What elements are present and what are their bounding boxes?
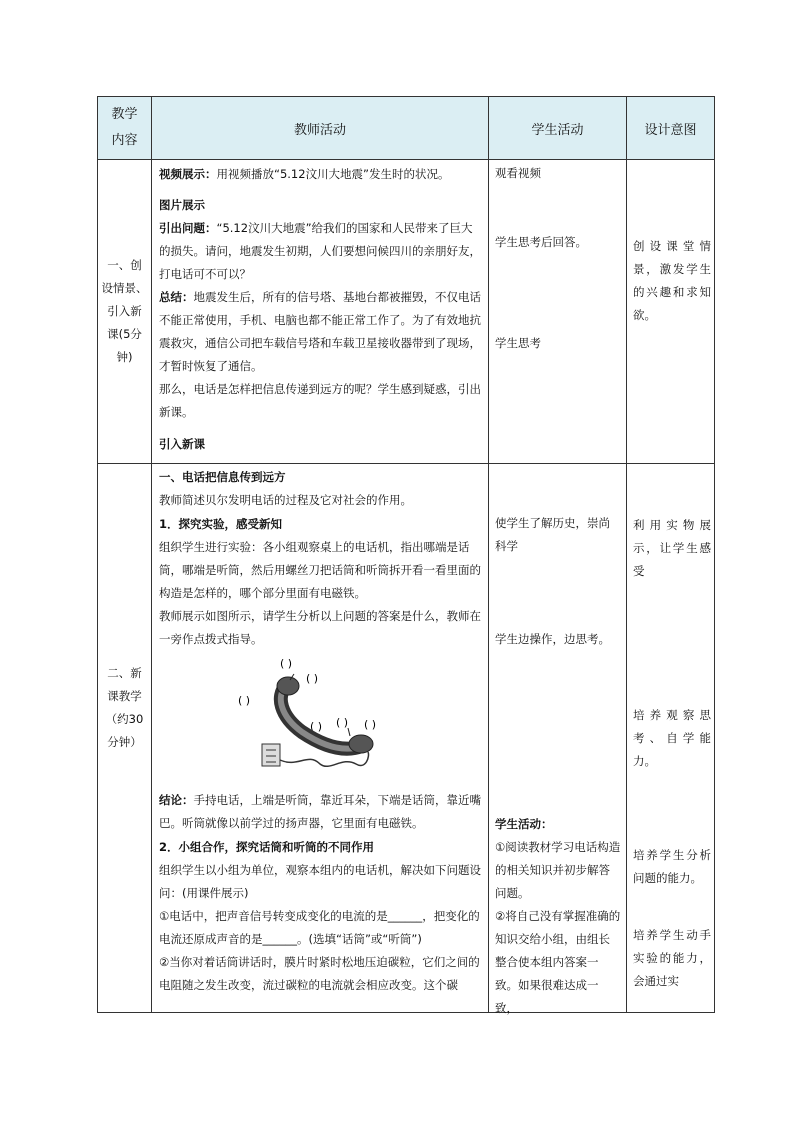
teacher-cell-2-inner: [152, 464, 488, 1012]
design-text: 培养学生动手实验的能力，会通过实: [633, 928, 711, 988]
lesson-1-line: 课(5分: [107, 327, 142, 341]
figure-bracket: ( ): [238, 694, 251, 707]
design-cell-2-inner: [627, 464, 714, 1012]
header-content-line2: 内容: [111, 133, 138, 148]
lesson-2-text: [98, 662, 151, 754]
student-cell-1: [489, 160, 627, 464]
telephone-handset-icon: [238, 656, 398, 774]
student-activity-label: 学生活动：: [495, 817, 553, 831]
row-new-lesson: [98, 464, 715, 1013]
lesson-plan-table: [97, 96, 715, 1013]
header-teacher: 教师活动: [152, 97, 489, 160]
summary-paragraph: [159, 286, 483, 378]
lesson-2-line: 分钟）: [107, 735, 142, 749]
design-text: 培养学生分析问题的能力。: [633, 848, 711, 885]
figure-bracket: ( ): [336, 716, 349, 729]
student-activity: ②将自己没有掌握准确的知识交给小组，由组长整合使本组内答案一致。如果很难达成一致，: [495, 909, 621, 1015]
design-text: 利用实物展示，让学生感受: [633, 518, 711, 578]
lesson-1-line: 一、创: [107, 258, 142, 272]
conclusion-text: 手持电话，上端是听筒，靠近耳朵，下端是话筒，靠近嘴巴。听筒就像以前学过的扬声器，它里面有电磁铁。: [159, 793, 481, 830]
header-student: 学生活动: [489, 97, 627, 160]
student-cell-2: [489, 464, 627, 1013]
summary-text: 地震发生后，所有的信号塔、基地台都被摧毁，不仅电话不能正常使用，手机、电脑也都不能正常工作了。为了有效地抗震救灾，通信公司把车载信号塔和车载卫星接收器带到了现场，才暂时恢复了通信。: [159, 290, 481, 373]
design-cell-1-inner: [627, 160, 714, 463]
row-introduction: [98, 160, 715, 464]
conclusion-label: 结论：: [159, 793, 194, 807]
lesson-cell-1: [98, 160, 152, 464]
header-design: 设计意图: [627, 97, 715, 160]
header-content: [98, 97, 152, 160]
design-text: 创设课堂情景，激发学生的兴趣和求知欲。: [633, 239, 711, 322]
teacher-cell-1: [152, 160, 489, 464]
question-paragraph: [159, 217, 483, 286]
lesson-1-line: 钟): [116, 350, 133, 364]
group-text: 组织学生以小组为单位，观察本组内的电话机，解决如下问题设问：(用课件展示): [159, 863, 481, 900]
student-activity: 学生边操作，边思考。: [495, 632, 610, 646]
experiment-text: 组织学生进行实验：各小组观察桌上的电话机，指出哪端是话筒，哪端是听筒，然后用螺丝刀把话筒和听筒拆开看一看里面的构造是怎样的，哪个部分里面有电磁铁。: [159, 540, 481, 600]
header-content-line1: 教学: [111, 107, 138, 122]
student-activity: 使学生了解历史，崇尚科学: [495, 516, 610, 553]
figure-bracket: ( ): [364, 718, 377, 731]
lesson-2-line: 课教学: [107, 689, 142, 703]
design-cell-2: [627, 464, 715, 1013]
lesson-1-text: [98, 254, 151, 369]
telephone-figure: [238, 656, 398, 778]
student-cell-2-inner: [489, 464, 626, 1015]
student-cell-1-inner: [489, 160, 626, 463]
figure-bracket: ( ): [280, 657, 293, 670]
teacher-cell-2: [152, 464, 489, 1013]
design-text: 培养观察思考、自学能力。: [633, 708, 711, 768]
video-label: 视频展示：: [159, 167, 217, 181]
lesson-cell-2: [98, 464, 152, 1013]
header-row: [98, 97, 715, 160]
lesson-1-line: 引入新: [107, 304, 142, 318]
question-text: “5.12汶川大地震”给我们的国家和人民带来了巨大的损失。请问，地震发生初期，人们要想问候四川的亲朋好友，打电话可不可以？: [159, 221, 481, 281]
section-title: 一、电话把信息传到远方: [159, 470, 286, 484]
student-activity: ①阅读教材学习电话构造的相关知识并初步解答问题。: [495, 840, 621, 900]
student-activity: 学生思考后回答。: [495, 235, 587, 249]
lead-text: 那么，电话是怎样把信息传递到远方的呢？学生感到疑惑，引出新课。: [159, 382, 481, 419]
lesson-1-line: 设情景、: [101, 281, 148, 295]
teacher-cell-1-inner: [152, 160, 488, 463]
question-1: ①电话中，把声音信号转变成变化的电流的是______，把变化的电流还原成声音的是______。(选填“话筒”或“听筒”): [159, 909, 480, 946]
experiment-title: 1．探究实验，感受新知: [159, 517, 283, 531]
video-text: 用视频播放“5.12汶川大地震”发生时的状况。: [216, 167, 450, 181]
figure-bracket: ( ): [306, 672, 319, 685]
video-paragraph: [159, 163, 483, 186]
lesson-2-line: （约30: [105, 712, 144, 726]
figure-bracket: ( ): [310, 720, 323, 733]
student-activity: 学生思考: [495, 336, 541, 350]
picture-label: 图片展示: [159, 198, 205, 212]
demo-text: 教师展示如图所示，请学生分析以上问题的答案是什么，教师在一旁作点拨式指导。: [159, 609, 481, 646]
lesson-2-line: 二、新: [107, 666, 142, 680]
summary-label: 总结：: [159, 290, 194, 304]
question-2: ②当你对着话筒讲话时，膜片时紧时松地压迫碳粒，它们之间的电阻随之发生改变，流过碳粒的电流就会相应改变。这个碳: [159, 955, 480, 992]
question-label: 引出问题：: [159, 221, 217, 235]
conclusion-paragraph: [159, 789, 483, 835]
section-text: 教师简述贝尔发明电话的过程及它对社会的作用。: [159, 493, 412, 507]
student-activity: 观看视频: [495, 166, 541, 180]
design-cell-1: [627, 160, 715, 464]
group-title: 2．小组合作，探究话筒和听筒的不同作用: [159, 840, 374, 854]
intro-label: 引入新课: [159, 437, 205, 451]
